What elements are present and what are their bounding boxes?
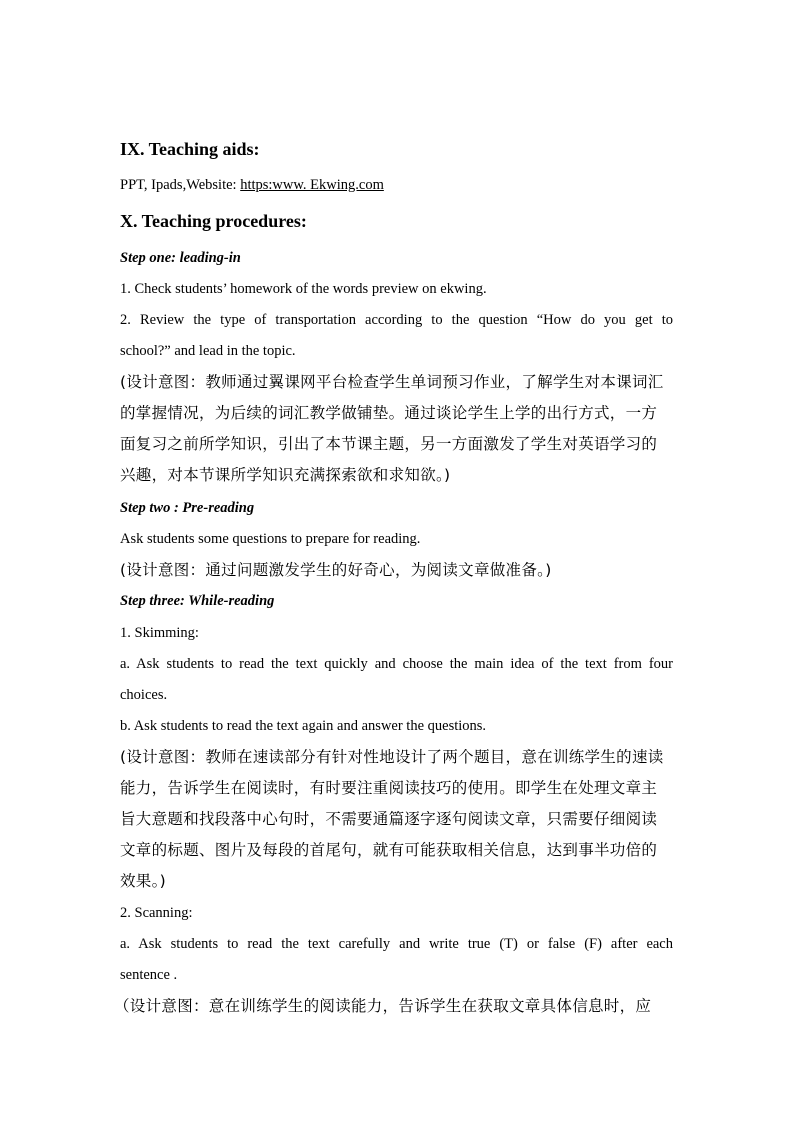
website-link[interactable]: https:www. Ekwing.com bbox=[240, 177, 384, 193]
step-one-note-line-1: (设计意图：教师通过翼课网平台检查学生单词预习作业，了解学生对本课词汇 bbox=[120, 373, 664, 391]
teaching-aids-text: PPT, Ipads,Website: bbox=[120, 177, 241, 193]
step-two-item-1: Ask students some questions to prepare for reading. bbox=[120, 531, 421, 547]
step-one-item-2-line-1: 2. Review the type of transportation according to the question “How do you get to bbox=[120, 312, 673, 328]
scanning-a-line-1: a. Ask students to read the text carefully and write true (T) or false (F) after each bbox=[120, 936, 673, 952]
skimming-a-line-1: a. Ask students to read the text quickly and choose the main idea of the text from four bbox=[120, 656, 673, 672]
step-one-note-line-2: 的掌握情况，为后续的词汇教学做铺垫。通过谈论学生上学的出行方式，一方 bbox=[120, 404, 658, 422]
scanning-label: 2. Scanning: bbox=[120, 905, 193, 921]
step-three-note-line-4: 文章的标题、图片及每段的首尾句，就有可能获取相关信息，达到事半功倍的 bbox=[120, 841, 658, 859]
step-three-note-line-3: 旨大意题和找段落中心句时，不需要通篇逐字逐句阅读文章，只需要仔细阅读 bbox=[120, 810, 658, 828]
step-two-title: Step two : Pre-reading bbox=[120, 500, 255, 516]
teaching-aids-line bbox=[120, 175, 384, 195]
step-two-note: (设计意图：通过问题激发学生的好奇心，为阅读文章做准备。) bbox=[120, 561, 552, 579]
step-three-title: Step three: While-reading bbox=[120, 593, 275, 609]
step-one-title: Step one: leading-in bbox=[120, 250, 241, 266]
heading-teaching-procedures: X. Teaching procedures: bbox=[120, 211, 307, 231]
step-three-note2-line-1: （设计意图：意在训练学生的阅读能力，告诉学生在获取文章具体信息时，应 bbox=[114, 997, 652, 1015]
step-one-item-2-line-2: school?” and lead in the topic. bbox=[120, 343, 296, 359]
step-three-note-line-2: 能力，告诉学生在阅读时，有时要注重阅读技巧的使用。即学生在处理文章主 bbox=[120, 779, 658, 797]
step-one-note-line-3: 面复习之前所学知识，引出了本节课主题，另一方面激发了学生对英语学习的 bbox=[120, 435, 658, 453]
step-three-note-line-5: 效果。) bbox=[120, 872, 166, 890]
step-one-note-line-4: 兴趣，对本节课所学知识充满探索欲和求知欲。) bbox=[120, 466, 451, 484]
skimming-b: b. Ask students to read the text again and answer the questions. bbox=[120, 718, 487, 734]
step-three-note-line-1: (设计意图：教师在速读部分有针对性地设计了两个题目，意在训练学生的速读 bbox=[120, 748, 664, 766]
heading-teaching-aids: IX. Teaching aids: bbox=[120, 139, 260, 159]
scanning-a-line-2: sentence . bbox=[120, 967, 178, 983]
skimming-a-line-2: choices. bbox=[120, 687, 168, 703]
step-one-item-1: 1. Check students’ homework of the words preview on ekwing. bbox=[120, 281, 487, 297]
skimming-label: 1. Skimming: bbox=[120, 625, 199, 641]
